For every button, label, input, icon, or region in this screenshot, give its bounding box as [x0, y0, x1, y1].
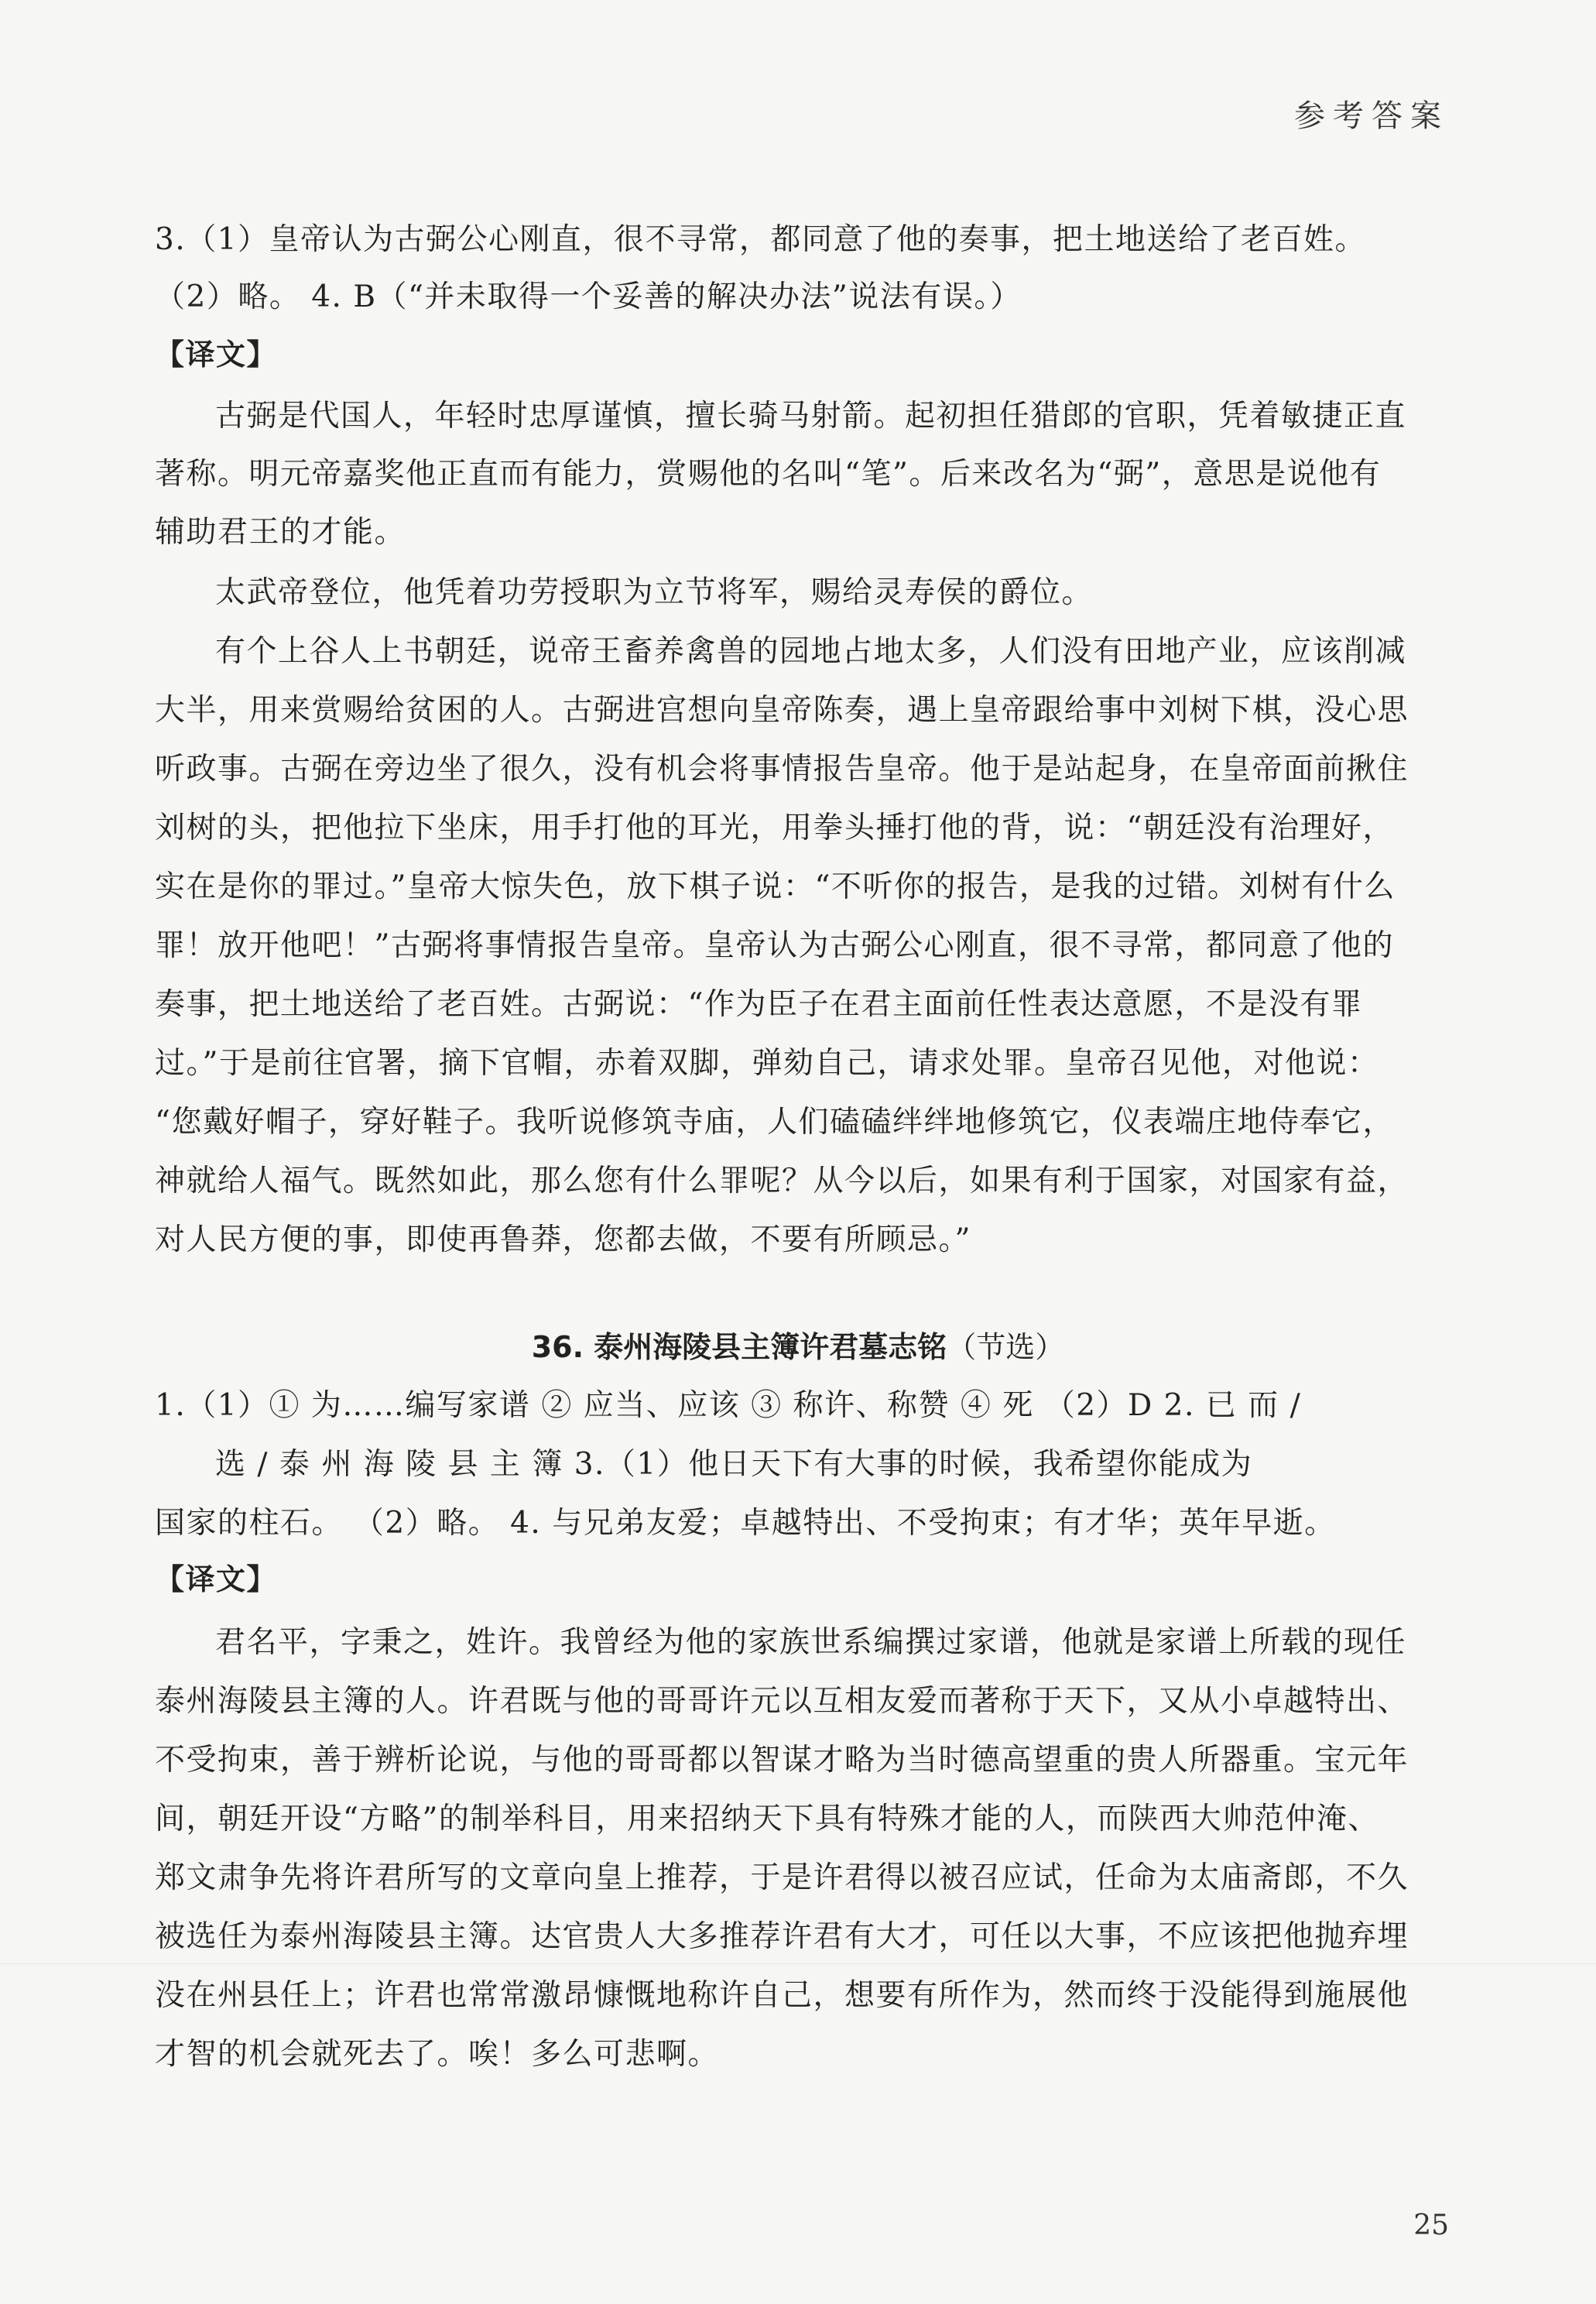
translation-line: 著称。明元帝嘉奖他正直而有能力，赏赐他的名叫“笔”。后来改名为“弼”，意思是说他有 — [155, 457, 1382, 492]
translation-line: 泰州海陵县主簿的人。许君既与他的哥哥许元以互相友爱而著称于天下，又从小卓越特出、 — [155, 1684, 1409, 1719]
translation-line: 君名平，字秉之，姓许。我曾经为他的家族世系编撰过家谱，他就是家谱上所载的现任 — [215, 1625, 1407, 1660]
translation-line: 不受拘束，善于辨析论说，与他的哥哥都以智谋才略为当时德高望重的贵人所器重。宝元年 — [155, 1743, 1409, 1778]
section-title-subtitle: （节选） — [947, 1330, 1065, 1364]
translation-line: 奏事，把土地送给了老百姓。古弼说：“作为臣子在君主面前任性表达意愿，不是没有罪 — [155, 987, 1363, 1022]
answer-line: 1.（1）① 为……编写家谱 ② 应当、应该 ③ 称许、称赞 ④ 死 （2）D 2. 已 而 / — [155, 1388, 1302, 1423]
translation-label: 【译文】 — [155, 1562, 278, 1596]
translation-line: 大半，用来赏赐给贫困的人。古弼进宫想向皇帝陈奏，遇上皇帝跟给事中刘树下棋，没心思 — [155, 693, 1409, 728]
translation-line: 有个上谷人上书朝廷，说帝王畜养禽兽的园地占地太多，人们没有田地产业，应该削减 — [215, 634, 1407, 669]
translation-line: 古弼是代国人，年轻时忠厚谨慎，擅长骑马射箭。起初担任猎郎的官职，凭着敏捷正直 — [215, 399, 1407, 434]
translation-line: 太武帝登位，他凭着功劳授职为立节将军，赐给灵寿侯的爵位。 — [215, 575, 1094, 610]
translation-line: 间，朝廷开设“方略”的制举科目，用来招纳天下具有特殊才能的人，而陕西大帅范仲淹、 — [155, 1802, 1379, 1836]
translation-line: “您戴好帽子，穿好鞋子。我听说修筑寺庙，人们磕磕绊绊地修筑它，仪表端庄地侍奉它， — [155, 1105, 1394, 1140]
translation-line: 被选任为泰州海陵县主簿。达官贵人大多推荐许君有大才，可任以大事，不应该把他抛弃埋 — [155, 1919, 1409, 1954]
answer-line: 3.（1）皇帝认为古弼公心刚直，很不寻常，都同意了他的奏事，把土地送给了老百姓。 — [155, 222, 1367, 257]
answer-line: （2）略。 4. B（“并未取得一个妥善的解决办法”说法有误。） — [155, 279, 1022, 314]
running-header: 参考答案 — [1294, 98, 1449, 134]
translation-line: 对人民方便的事，即使再鲁莽，您都去做，不要有所顾忌。” — [155, 1222, 971, 1257]
section-title-text: 36. 泰州海陵县主簿许君墓志铭 — [531, 1330, 947, 1364]
translation-line: 罪！放开他吧！”古弼将事情报告皇帝。皇帝认为古弼公心刚直，很不寻常，都同意了他的 — [155, 928, 1394, 963]
translation-line: 才智的机会就死去了。唉！多么可悲啊。 — [155, 2037, 720, 2072]
scan-fold-line — [0, 1963, 1596, 1964]
translation-line: 郑文肃争先将许君所写的文章向皇上推荐，于是许君得以被召应试，任命为太庙斋郎，不久 — [155, 1860, 1409, 1895]
translation-line: 实在是你的罪过。”皇帝大惊失色，放下棋子说：“不听你的报告，是我的过错。刘树有什么 — [155, 869, 1396, 904]
translation-line: 没在州县任上；许君也常常激昂慷慨地称许自己，想要有所作为，然而终于没能得到施展他 — [155, 1978, 1409, 2013]
translation-line: 听政事。古弼在旁边坐了很久，没有机会将事情报告皇帝。他于是站起身，在皇帝面前揪住 — [155, 752, 1409, 787]
answer-line: 国家的柱石。 （2）略。 4. 与兄弟友爱；卓越特出、不受拘束；有才华；英年早逝。 — [155, 1506, 1336, 1541]
translation-line: 过。”于是前往官署，摘下官帽，赤着双脚，弹劾自己，请求处罪。皇帝召见他，对他说： — [155, 1046, 1379, 1081]
translation-line: 神就给人福气。既然如此，那么您有什么罪呢？从今以后，如果有利于国家，对国家有益， — [155, 1164, 1409, 1198]
translation-line: 刘树的头，把他拉下坐床，用手打他的耳光，用拳头捶打他的背，说：“朝廷没有治理好， — [155, 811, 1394, 845]
translation-label: 【译文】 — [155, 338, 278, 372]
translation-line: 辅助君王的才能。 — [155, 515, 406, 550]
page-number: 25 — [1413, 2210, 1449, 2241]
answer-line: 选 / 泰 州 海 陵 县 主 簿 3.（1）他日天下有大事的时候，我希望你能成为 — [215, 1447, 1253, 1482]
section-title — [0, 1325, 1596, 1369]
